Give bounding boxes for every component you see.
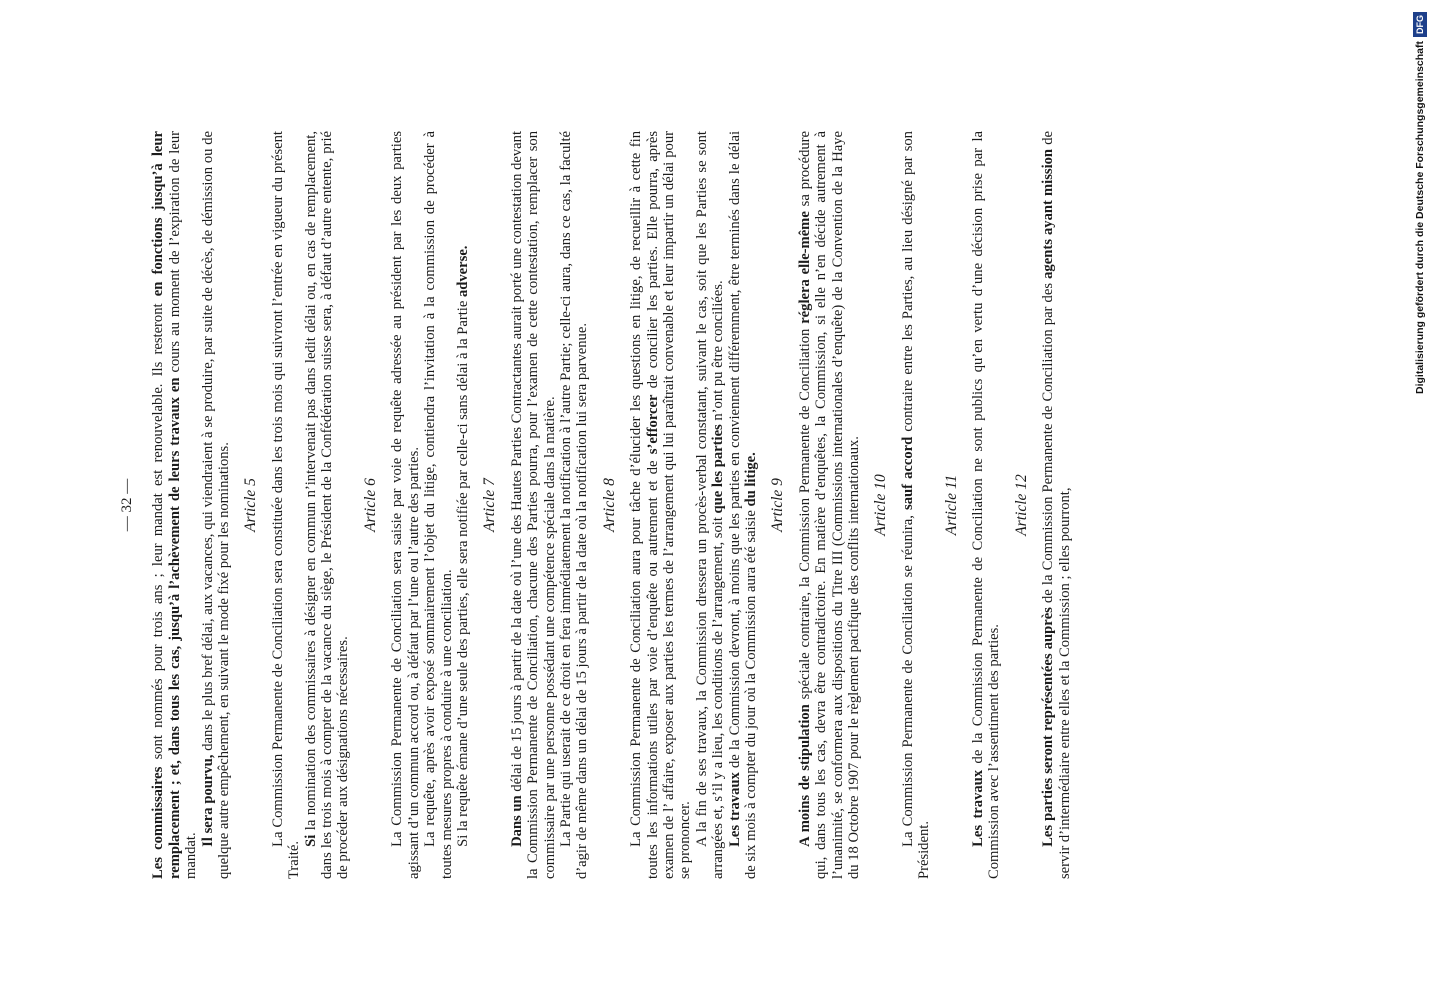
bold-text-segment: Dans un [508, 795, 525, 847]
bold-text-segment: Il sera pourvu, [199, 754, 216, 847]
paragraph [422, 131, 455, 879]
paragraph [150, 131, 199, 879]
text-segment: A la fin de ses travaux, la Commission dressera un procès-verbal constatant, suivant le cas, soit que les Parties se sont arrangées et, s’il y a lieu, les conditions de l’arrangement, soit [693, 131, 727, 879]
paragraph [200, 131, 233, 879]
bold-text-segment: Les travaux [970, 769, 987, 847]
article-block [363, 131, 471, 879]
text-segment: spéciale contraire, la Commission Permanente de Conciliation [796, 323, 813, 705]
text-segment: La Commission Permanente de Conciliation sera saisie par voie de requête adressée au président par les deux parties agissant d’un commun accord ou, à défaut par l’une ou l’autre des parties. [389, 131, 422, 879]
article-block [602, 131, 760, 879]
article-heading: Article 8 [600, 478, 618, 532]
paragraph [558, 131, 591, 879]
text-segment: Si la requête émane d’une seule des parties, elle sera notifiée par celle-ci sans délai à la Partie [454, 297, 471, 847]
article-block [873, 131, 932, 879]
paragraph [694, 131, 727, 879]
text-segment: cours au moment de l’expiration de leur mandat. [166, 131, 200, 879]
paragraph [727, 131, 760, 879]
text-segment: la nomination des commissaires à désigner en commun n’intervenait pas dans ledit délai ou, en cas de remplacement, dans les trois mois à compter de la vacance du siège, le Président de la Confédération suisse sera, à défaut d’autre entente, prié de procéder aux désignations nécessaires. [302, 131, 352, 879]
article-block [482, 131, 590, 879]
dfg-logo-icon: DFG [1413, 12, 1427, 37]
paragraph [797, 131, 863, 879]
text-segment: délai de 15 jours à partir de la date où l’une des Hautes Parties Contractantes aurait porté une contestation devant la Commission Permanente de Conciliation, chacune des Parties pourra, pour l’examen de cette contestation, remplacer son commissaire par une personne possédant une compétence spéciale dans la matière. [508, 131, 558, 879]
paragraph [970, 131, 1003, 879]
article-block [243, 131, 351, 879]
text-segment: La Commission Permanente de Conciliation aura pour tâche d’élucider les questions en litige, de recueillir à cette fin toutes les informations utiles par voie d’enquête ou autrement et de [628, 131, 661, 879]
bold-text-segment: A moins de stipulation [796, 704, 813, 847]
paragraph [303, 131, 352, 879]
text-segment: La Commission Permanente de Conciliation se réunira, [899, 509, 916, 847]
article-heading: Article 11 [942, 474, 960, 536]
paragraph [455, 131, 471, 879]
dfg-banner-text: Digitalisierung gefördert durch die Deutsche Forschungsgemeinschaft [1414, 41, 1426, 394]
article-block [770, 131, 862, 879]
paragraph [900, 131, 933, 879]
text-segment: contraire entre les Parties, au lieu désigné par son Président. [899, 131, 933, 879]
page-number: — 32 — [119, 478, 135, 532]
article-heading: Article 5 [242, 478, 260, 532]
bold-text-segment: agents ayant mission [1040, 148, 1057, 279]
dfg-banner [1410, 5, 1430, 400]
articles-section [243, 131, 1073, 879]
bold-text-segment: que les parties [710, 424, 727, 514]
text-segment: dans le plus bref délai, aux vacances, qui viendraient à se produire, par suite de décès, de démission ou de quelque autre empêchement, en suivant le mode fixé pour les nominations. [199, 131, 233, 879]
bold-text-segment: du litige. [743, 452, 759, 507]
bold-text-segment: Les parties seront représentées auprès [1040, 607, 1057, 847]
rotated-text-block [115, 125, 1295, 885]
bold-text-segment: en fonctions jusqu’à leur remplacement ; et, dans tous les cas, jusqu’à l’achèvement de leurs travaux en [150, 131, 183, 879]
bold-text-segment: Si [302, 834, 319, 847]
dfg-banner-line [1411, 12, 1429, 392]
article-block [1014, 131, 1073, 879]
text-segment: de la Commission Permanente de Conciliation par des [1040, 278, 1057, 608]
text-segment: de la Commission devront, à moins que les parties en conviennent différemment, être terminés dans le délai de six mois à compter du jour où la Commission aura été saisie [726, 131, 759, 879]
text-segment: La requête, après avoir exposé sommairement l’objet du litige, contiendra l’invitation à la commission de procéder à toutes mesures propres à conduire à une conciliation. [422, 131, 455, 879]
text-segment: La Commission Permanente de Conciliation sera constituée dans les trois mois qui suivront l’entrée en vigueur du présent Traité. [269, 131, 303, 879]
article-heading: Article 9 [769, 478, 787, 532]
paragraph [628, 131, 694, 879]
text-segment: n’ont pu être conciliées. [710, 280, 727, 425]
bold-text-segment: réglera elle-même [796, 211, 813, 324]
bold-text-segment: Les travaux [726, 772, 743, 847]
bold-text-segment: Les commissaires [150, 766, 167, 879]
text-segment: La Partie qui userait de ce droit en fera immédiatement la notification à l’autre Partie; celle-ci aura, dans ce cas, la faculté d’agir de même dans un délai de 15 jours à partir de la date où la notification lui sera parvenue. [557, 131, 591, 879]
article-heading: Article 7 [481, 478, 499, 532]
bold-text-segment: sauf accord [899, 436, 916, 510]
text-segment: sa procédure qui, dans tous les cas, devra être contradictoire. En matière d’enquêtes, la Commission, si elle n’en décide autrement à l’unanimité, se conformera aux dispositions du Titre III (Commissions internationales d’enquête) de la Convention de la Haye du 18 Octobre 1907 pour le règlement pacifique des conflits internationaux. [796, 130, 863, 879]
paragraph [509, 131, 558, 879]
bold-text-segment: s’efforcer [644, 394, 661, 455]
bold-text-segment: adverse. [454, 245, 471, 298]
article-heading: Article 12 [1012, 474, 1030, 536]
paragraph [270, 131, 303, 879]
intro-section [150, 131, 232, 879]
article-block [944, 131, 1003, 879]
paragraph [389, 131, 422, 879]
text-segment: de la Commission Permanente de Conciliation ne sont publics qu’en vertu d’une décision prise par la Commission avec l’assentiment des parties. [970, 131, 1003, 879]
article-heading: Article 10 [872, 474, 890, 536]
paragraph [1040, 131, 1073, 879]
text-segment: de servir d’intermédiaire entre elles et la Commission ; elles pourront, [1040, 131, 1073, 879]
article-heading: Article 6 [361, 478, 379, 532]
text-segment: de concilier les parties. Elle pourra, après examen de l’ affaire, exposer aux parties les termes de l’arrangement qui lui paraîtrait convenable et leur impartir un délai pour se prononcer. [644, 131, 694, 879]
text-segment: sont nommés pour trois ans ; leur mandat est renouvelable. Ils resteront [150, 296, 167, 767]
